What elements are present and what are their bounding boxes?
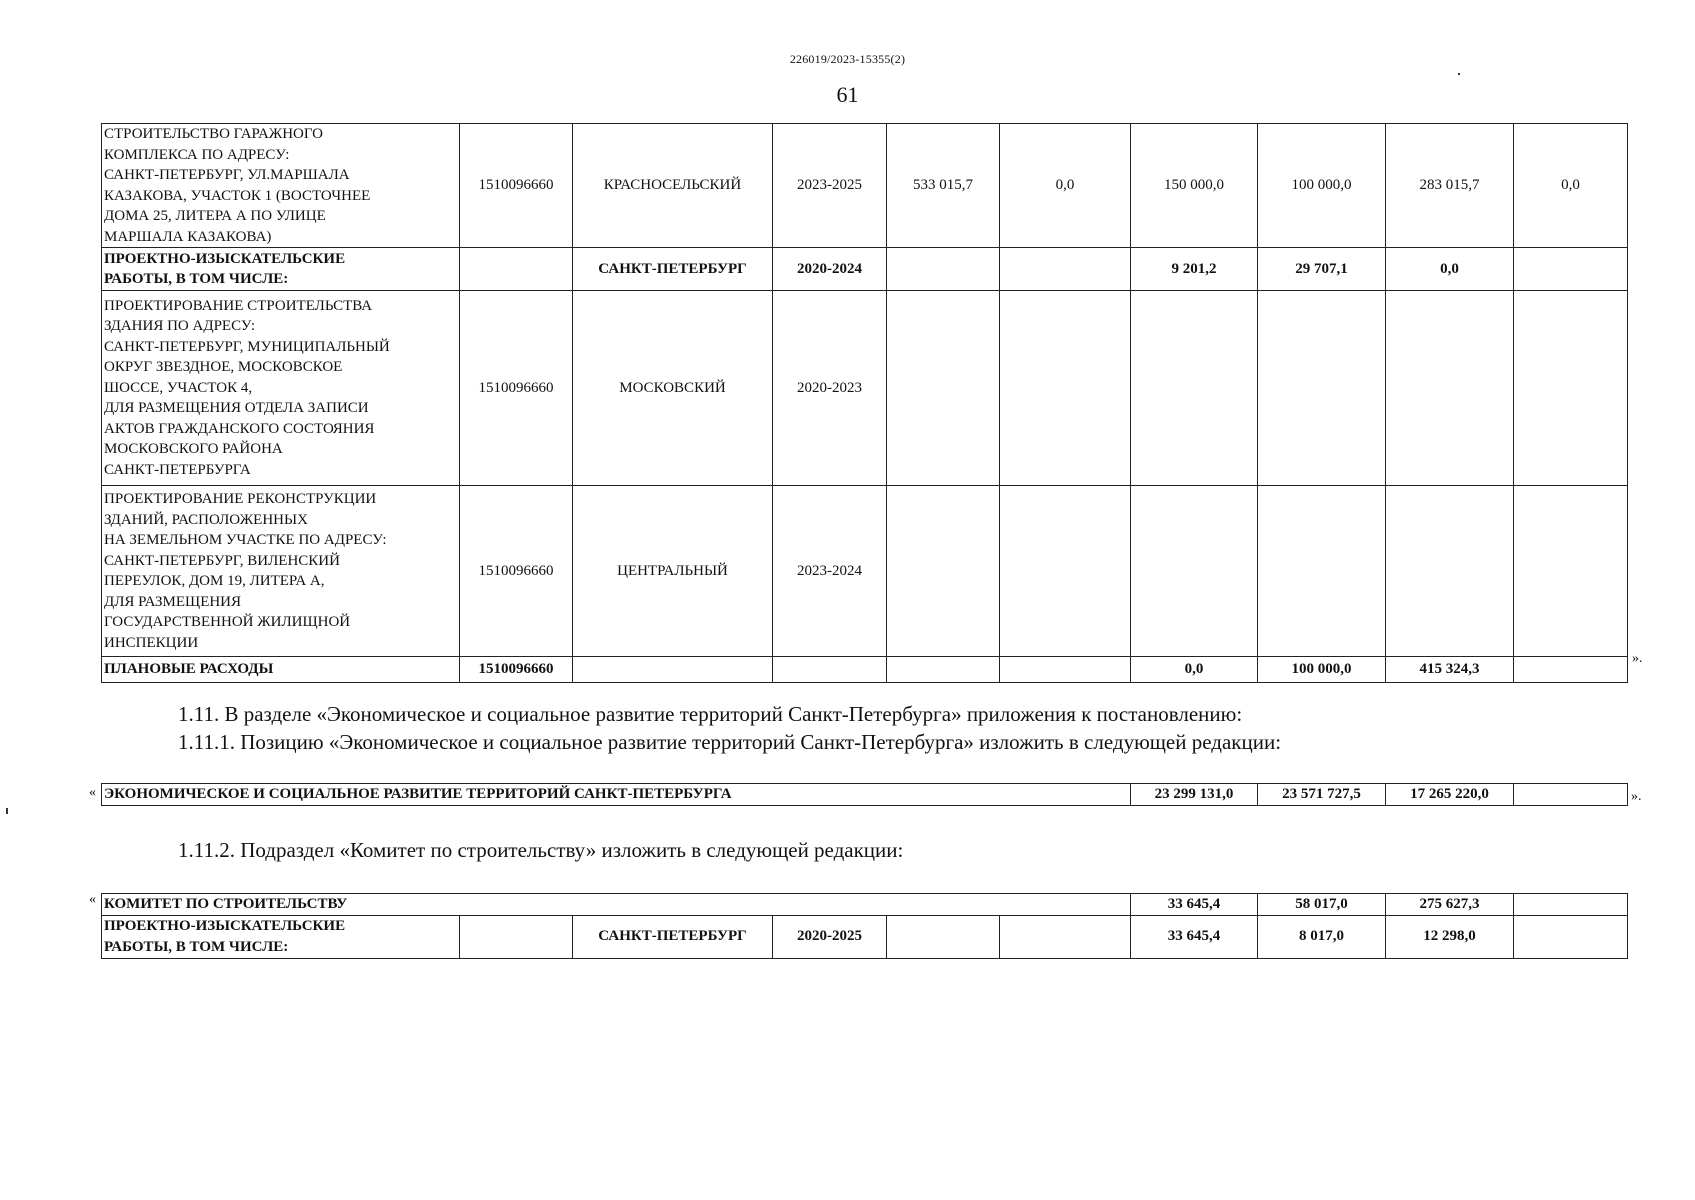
amount-year-2	[1258, 486, 1386, 657]
amount-year-2	[1258, 291, 1386, 486]
amount-year-1	[1131, 486, 1258, 657]
amount-year-3: 17 265 220,0	[1386, 784, 1514, 806]
prior-funding	[1000, 486, 1131, 657]
scan-speck	[1458, 73, 1460, 75]
amount-year-1: 33 645,4	[1131, 915, 1258, 958]
amount-year-2: 100 000,0	[1258, 657, 1386, 683]
amount-year-3: 283 015,7	[1386, 124, 1514, 248]
prior-funding: 0,0	[1000, 124, 1131, 248]
amount-year-4	[1514, 894, 1628, 916]
object-name: ПРОЕКТИРОВАНИЕ РЕКОНСТРУКЦИИ ЗДАНИЙ, РАСПОЛОЖЕННЫХ НА ЗЕМЕЛЬНОМ УЧАСТКЕ ПО АДРЕСУ: САНКТ-ПЕТЕРБУРГ, ВИЛЕНСКИЙ ПЕРЕУЛОК, ДОМ 19, ЛИТЕРА А, ДЛЯ РАЗМЕЩЕНИЯ ГОСУДАРСТВЕННОЙ ЖИЛИЩНОЙ ИНСПЕКЦИИ	[102, 486, 460, 657]
amount-year-4	[1514, 486, 1628, 657]
estimated-cost: 533 015,7	[887, 124, 1000, 248]
estimated-cost	[887, 657, 1000, 683]
amount-year-4	[1514, 248, 1628, 291]
period: 2020-2023	[773, 291, 887, 486]
target-code: 1510096660	[460, 657, 573, 683]
amount-year-1: 33 645,4	[1131, 894, 1258, 916]
paragraph-1-11: 1.11. В разделе «Экономическое и социальное развитие территорий Санкт-Петербурга» приложения к постановлению:	[178, 702, 1243, 726]
scan-speck	[6, 808, 8, 814]
amount-year-2: 29 707,1	[1258, 248, 1386, 291]
amount-year-1: 23 299 131,0	[1131, 784, 1258, 806]
investment-table	[101, 123, 1628, 683]
amount-year-1: 9 201,2	[1131, 248, 1258, 291]
amount-year-3: 0,0	[1386, 248, 1514, 291]
amount-year-4	[1514, 784, 1628, 806]
period: 2020-2025	[773, 915, 887, 958]
estimated-cost	[887, 291, 1000, 486]
period: 2023-2025	[773, 124, 887, 248]
amount-year-3: 415 324,3	[1386, 657, 1514, 683]
table-row	[102, 486, 1628, 657]
territory-development-table	[101, 783, 1628, 806]
amount-year-4	[1514, 291, 1628, 486]
closing-quote: ».	[1632, 651, 1643, 666]
paragraph-1-11-2: 1.11.2. Подраздел «Комитет по строительству» изложить в следующей редакции:	[178, 838, 904, 862]
table-row	[102, 915, 1628, 958]
object-name: ПРОЕКТНО-ИЗЫСКАТЕЛЬСКИЕ РАБОТЫ, В ТОМ ЧИСЛЕ:	[102, 915, 460, 958]
table-row	[102, 784, 1628, 806]
prior-funding	[1000, 915, 1131, 958]
page-number: 61	[836, 82, 859, 107]
table-row	[102, 657, 1628, 683]
estimated-cost	[887, 915, 1000, 958]
target-code: 1510096660	[460, 291, 573, 486]
paragraph-1-11-1: 1.11.1. Позицию «Экономическое и социальное развитие территорий Санкт-Петербурга» изложить в следующей редакции:	[178, 730, 1282, 754]
amount-year-3: 275 627,3	[1386, 894, 1514, 916]
target-code	[460, 915, 573, 958]
district: САНКТ-ПЕТЕРБУРГ	[573, 248, 773, 291]
district: САНКТ-ПЕТЕРБУРГ	[573, 915, 773, 958]
table-row	[102, 894, 1628, 916]
amount-year-2: 8 017,0	[1258, 915, 1386, 958]
closing-quote: ».	[1631, 789, 1642, 804]
table-row	[102, 248, 1628, 291]
estimated-cost	[887, 486, 1000, 657]
amount-year-3	[1386, 291, 1514, 486]
document-number: 226019/2023-15355(2)	[789, 52, 906, 66]
amount-year-3	[1386, 486, 1514, 657]
district: КРАСНОСЕЛЬСКИЙ	[573, 124, 773, 248]
amount-year-4	[1514, 915, 1628, 958]
estimated-cost	[887, 248, 1000, 291]
object-name: ПЛАНОВЫЕ РАСХОДЫ	[102, 657, 460, 683]
amount-year-2: 100 000,0	[1258, 124, 1386, 248]
period	[773, 657, 887, 683]
prior-funding	[1000, 657, 1131, 683]
prior-funding	[1000, 248, 1131, 291]
amount-year-2: 58 017,0	[1258, 894, 1386, 916]
opening-quote: «	[89, 892, 96, 907]
prior-funding	[1000, 291, 1131, 486]
amount-year-2: 23 571 727,5	[1258, 784, 1386, 806]
district	[573, 657, 773, 683]
amount-year-1	[1131, 291, 1258, 486]
construction-committee-table	[101, 893, 1628, 959]
target-code	[460, 248, 573, 291]
district: ЦЕНТРАЛЬНЫЙ	[573, 486, 773, 657]
period: 2023-2024	[773, 486, 887, 657]
section-name: КОМИТЕТ ПО СТРОИТЕЛЬСТВУ	[102, 894, 1131, 916]
object-name: ПРОЕКТИРОВАНИЕ СТРОИТЕЛЬСТВА ЗДАНИЯ ПО АДРЕСУ: САНКТ-ПЕТЕРБУРГ, МУНИЦИПАЛЬНЫЙ ОКРУГ ЗВЕЗДНОЕ, МОСКОВСКОЕ ШОССЕ, УЧАСТОК 4, ДЛЯ РАЗМЕЩЕНИЯ ОТДЕЛА ЗАПИСИ АКТОВ ГРАЖДАНСКОГО СОСТОЯНИЯ МОСКОВСКОГО РАЙОНА САНКТ-ПЕТЕРБУРГА	[102, 291, 460, 486]
section-name: ЭКОНОМИЧЕСКОЕ И СОЦИАЛЬНОЕ РАЗВИТИЕ ТЕРРИТОРИЙ САНКТ-ПЕТЕРБУРГА	[102, 784, 1131, 806]
target-code: 1510096660	[460, 124, 573, 248]
amount-year-3: 12 298,0	[1386, 915, 1514, 958]
district: МОСКОВСКИЙ	[573, 291, 773, 486]
amount-year-4: 0,0	[1514, 124, 1628, 248]
table-row	[102, 291, 1628, 486]
target-code: 1510096660	[460, 486, 573, 657]
opening-quote: «	[89, 785, 96, 800]
amount-year-1: 0,0	[1131, 657, 1258, 683]
table-row	[102, 124, 1628, 248]
amount-year-1: 150 000,0	[1131, 124, 1258, 248]
period: 2020-2024	[773, 248, 887, 291]
object-name: СТРОИТЕЛЬСТВО ГАРАЖНОГО КОМПЛЕКСА ПО АДРЕСУ: САНКТ-ПЕТЕРБУРГ, УЛ.МАРШАЛА КАЗАКОВА, УЧАСТОК 1 (ВОСТОЧНЕЕ ДОМА 25, ЛИТЕРА А ПО УЛИЦЕ МАРШАЛА КАЗАКОВА)	[102, 124, 460, 248]
object-name: ПРОЕКТНО-ИЗЫСКАТЕЛЬСКИЕ РАБОТЫ, В ТОМ ЧИСЛЕ:	[102, 248, 460, 291]
amount-year-4	[1514, 657, 1628, 683]
